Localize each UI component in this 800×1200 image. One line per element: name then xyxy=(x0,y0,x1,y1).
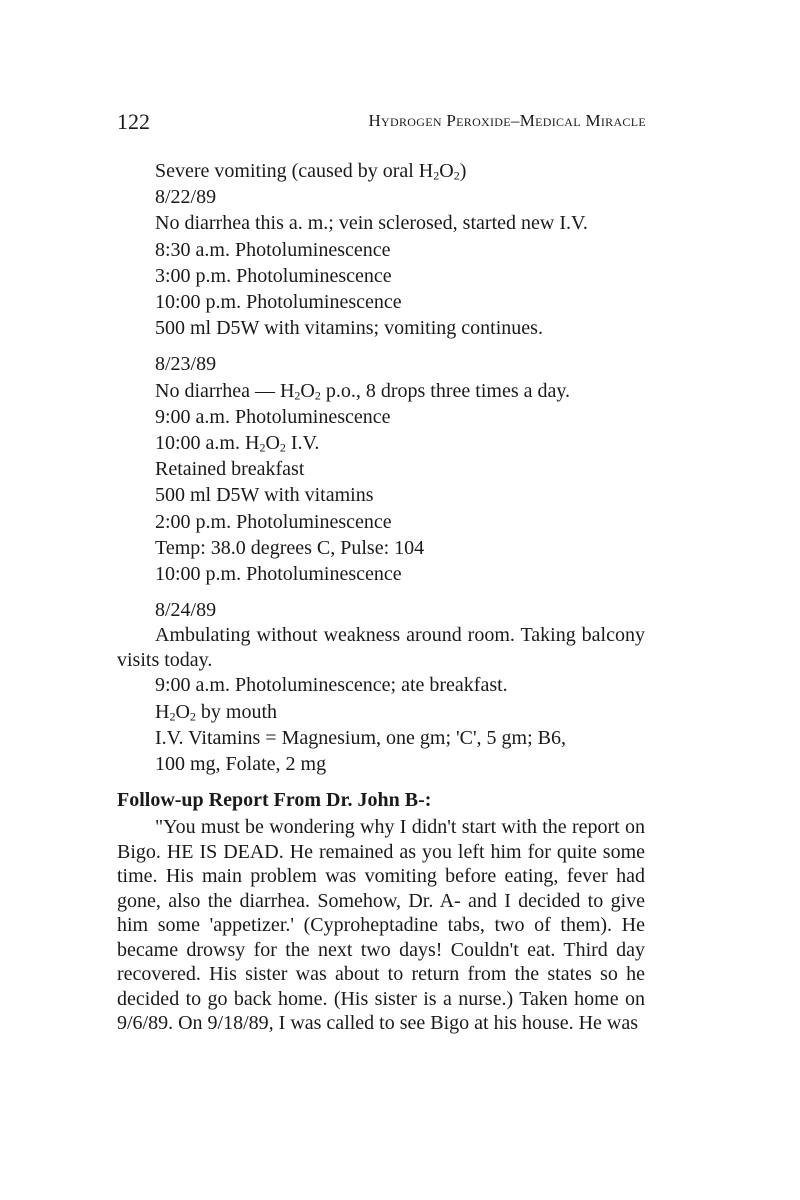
log-text: by mouth xyxy=(195,700,278,723)
entry-gap xyxy=(117,341,645,351)
log-text: O xyxy=(439,160,454,182)
log-line xyxy=(117,751,645,777)
log-text: H xyxy=(155,700,170,723)
log-text: p.o., 8 drops three times a day. xyxy=(320,379,571,402)
page-number: 122 xyxy=(117,109,150,134)
running-head: Hydrogen Peroxide–Medical Miracle xyxy=(368,111,646,130)
log-text: No diarrhea — H xyxy=(155,379,295,402)
log-line xyxy=(117,351,645,377)
log-line xyxy=(117,289,645,315)
log-text: I.V. xyxy=(285,432,320,455)
log-line xyxy=(117,404,645,430)
log-line xyxy=(117,315,645,341)
log-line xyxy=(117,509,645,535)
log-text: Severe vomiting (caused by oral H xyxy=(155,160,434,182)
log-text: O xyxy=(300,379,315,402)
subscript: 2 xyxy=(314,388,321,403)
section-heading: Follow-up Report From Dr. John B-: xyxy=(117,789,432,812)
ambulating-paragraph: Ambulating without weakness around room. Taking balcony visits today. xyxy=(117,624,645,671)
log-text: 100 mg, Folate, 2 mg xyxy=(155,753,327,776)
subscript: 2 xyxy=(169,709,176,724)
treatment-log-continued xyxy=(117,672,645,777)
log-line xyxy=(117,699,645,725)
log-text: 10:00 a.m. H xyxy=(155,432,260,455)
log-text: 9:00 a.m. Photoluminescence xyxy=(155,405,391,428)
log-line xyxy=(117,210,645,236)
subscript: 2 xyxy=(189,709,196,724)
log-text: 3:00 p.m. Photoluminescence xyxy=(155,264,392,287)
log-text: ) xyxy=(459,160,467,182)
log-line xyxy=(117,263,645,289)
log-text: 8:30 a.m. Photoluminescence xyxy=(155,238,391,261)
subscript: 2 xyxy=(433,168,440,183)
subscript: 2 xyxy=(279,440,286,455)
log-line xyxy=(117,482,645,508)
log-line xyxy=(117,597,645,623)
log-line xyxy=(117,672,645,698)
log-text: No diarrhea this a. m.; vein sclerosed, started new I.V. xyxy=(155,212,588,235)
log-text: 10:00 p.m. Photoluminescence xyxy=(155,563,402,586)
log-line xyxy=(117,725,645,751)
subscript: 2 xyxy=(453,168,460,183)
log-text: 9:00 a.m. Photoluminescence; ate breakfast. xyxy=(155,674,508,697)
log-line xyxy=(117,378,645,404)
log-line xyxy=(117,430,645,456)
log-text: Temp: 38.0 degrees C, Pulse: 104 xyxy=(155,536,425,559)
log-text: Retained breakfast xyxy=(155,458,305,481)
log-text: 2:00 p.m. Photoluminescence xyxy=(155,510,392,533)
log-line xyxy=(117,184,645,210)
log-line xyxy=(117,237,645,263)
log-line xyxy=(117,456,645,482)
log-line xyxy=(117,561,645,587)
log-line xyxy=(117,158,645,184)
log-text: 8/24/89 xyxy=(155,599,217,622)
log-text: 500 ml D5W with vitamins; vomiting continues. xyxy=(155,317,543,340)
log-text: 500 ml D5W with vitamins xyxy=(155,484,374,507)
log-text: 8/23/89 xyxy=(155,353,217,376)
log-line xyxy=(117,535,645,561)
log-text: 8/22/89 xyxy=(155,186,217,209)
entry-gap xyxy=(117,587,645,597)
log-text: O xyxy=(175,700,190,723)
log-text: 10:00 p.m. Photoluminescence xyxy=(155,291,402,314)
subscript: 2 xyxy=(294,388,301,403)
report-paragraph: "You must be wondering why I didn't start with the report on Bigo. HE IS DEAD. He remained as you left him for quite some time. His main problem was vomiting before eating, fever had gone, also the diarrhea. Somehow, Dr. A- and I decided to give him some 'appetizer.' (Cyproheptadine tabs, two of them). He became drowsy for the next two days! Couldn't eat. Third day recovered. His sister was about to return from the states so he decided to go back home. (His sister is a nurse.) Taken home on 9/6/89. On 9/18/89, I was called to see Bigo at his house. He was xyxy=(117,816,645,1035)
log-text: O xyxy=(265,432,280,455)
subscript: 2 xyxy=(259,440,266,455)
log-text: I.V. Vitamins = Magnesium, one gm; 'C', 5 gm; B6, xyxy=(155,726,566,749)
page-body xyxy=(117,158,645,1036)
treatment-log xyxy=(117,158,645,623)
